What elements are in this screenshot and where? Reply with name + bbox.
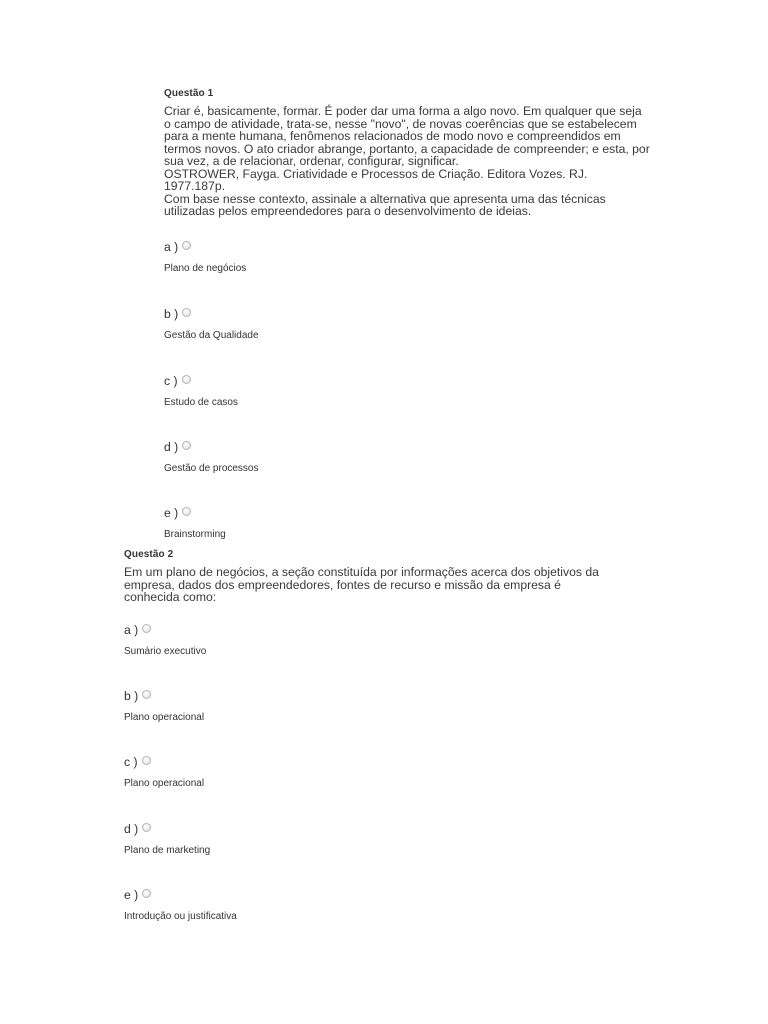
citation-line: 1977.187p.	[164, 179, 225, 193]
radio-button[interactable]	[142, 624, 151, 633]
radio-button[interactable]	[182, 375, 191, 384]
radio-button[interactable]	[142, 756, 151, 765]
option-c[interactable]	[124, 755, 424, 789]
option-letter: c )	[124, 755, 138, 769]
statement-line: o campo de atividade, trata-se, nesse "novo", de novas coerências que se estabelecem	[164, 116, 637, 131]
option-text: Introdução ou justificativa	[124, 911, 237, 922]
option-letter: e )	[124, 888, 139, 902]
option-letter: a )	[124, 623, 139, 637]
option-letter: a )	[164, 240, 179, 254]
option-b[interactable]	[164, 307, 464, 341]
option-text: Plano de marketing	[124, 845, 211, 856]
option-e[interactable]	[164, 506, 464, 540]
option-letter: d )	[164, 440, 179, 454]
radio-button[interactable]	[182, 441, 191, 450]
question-title: Questão 2	[124, 549, 174, 560]
citation-line: OSTROWER, Fayga. Criatividade e Processos de Criação. Editora Vozes. RJ.	[164, 166, 588, 181]
option-d[interactable]	[164, 440, 464, 474]
statement-line: utilizadas pelos empreendedores para o desenvolvimento de ideias.	[164, 204, 532, 218]
question-1	[164, 88, 664, 540]
statement-line: para a mente humana, fenômenos relacionados de modo novo e compreendidos em	[164, 129, 621, 143]
radio-button[interactable]	[142, 823, 151, 832]
question-2	[124, 549, 644, 922]
option-text: Estudo de casos	[164, 397, 238, 408]
statement-line: Em um plano de negócios, a seção constituída por informações acerca dos objetivos da	[124, 565, 599, 579]
radio-button[interactable]	[182, 241, 191, 250]
option-b[interactable]	[124, 689, 424, 723]
question-title: Questão 1	[164, 88, 214, 99]
radio-button[interactable]	[142, 690, 151, 699]
option-letter: b )	[164, 307, 179, 321]
question-statement	[124, 566, 644, 604]
option-d[interactable]	[124, 822, 424, 856]
option-letter: c )	[164, 374, 178, 388]
option-text: Brainstorming	[164, 529, 226, 540]
option-text: Plano operacional	[124, 778, 205, 789]
option-text: Plano de negócios	[164, 263, 247, 274]
option-a[interactable]	[164, 240, 464, 274]
option-text: Gestão de processos	[164, 463, 259, 474]
option-letter: e )	[164, 506, 179, 520]
option-e[interactable]	[124, 888, 424, 922]
question-statement	[164, 105, 664, 218]
option-letter: d )	[124, 822, 139, 836]
option-letter: b )	[124, 689, 139, 703]
statement-line: conhecida como:	[124, 590, 217, 604]
option-a[interactable]	[124, 623, 424, 657]
statement-line: sua vez, a de relacionar, ordenar, configurar, significar.	[164, 154, 459, 168]
radio-button[interactable]	[142, 889, 151, 898]
statement-line: empresa, dados dos empreendedores, fontes de recurso e missão da empresa é	[124, 577, 561, 592]
option-text: Gestão da Qualidade	[164, 330, 259, 341]
radio-button[interactable]	[182, 308, 191, 317]
option-text: Sumário executivo	[124, 646, 207, 657]
option-c[interactable]	[164, 374, 464, 408]
radio-button[interactable]	[182, 507, 191, 516]
statement-line: termos novos. O ato criador abrange, portanto, a capacidade de compreender; e esta, por	[164, 141, 650, 156]
statement-line: Com base nesse contexto, assinale a alternativa que apresenta uma das técnicas	[164, 191, 606, 206]
option-text: Plano operacional	[124, 712, 205, 723]
statement-line: Criar é, basicamente, formar. É poder dar uma forma a algo novo. Em qualquer que seja	[164, 104, 642, 118]
